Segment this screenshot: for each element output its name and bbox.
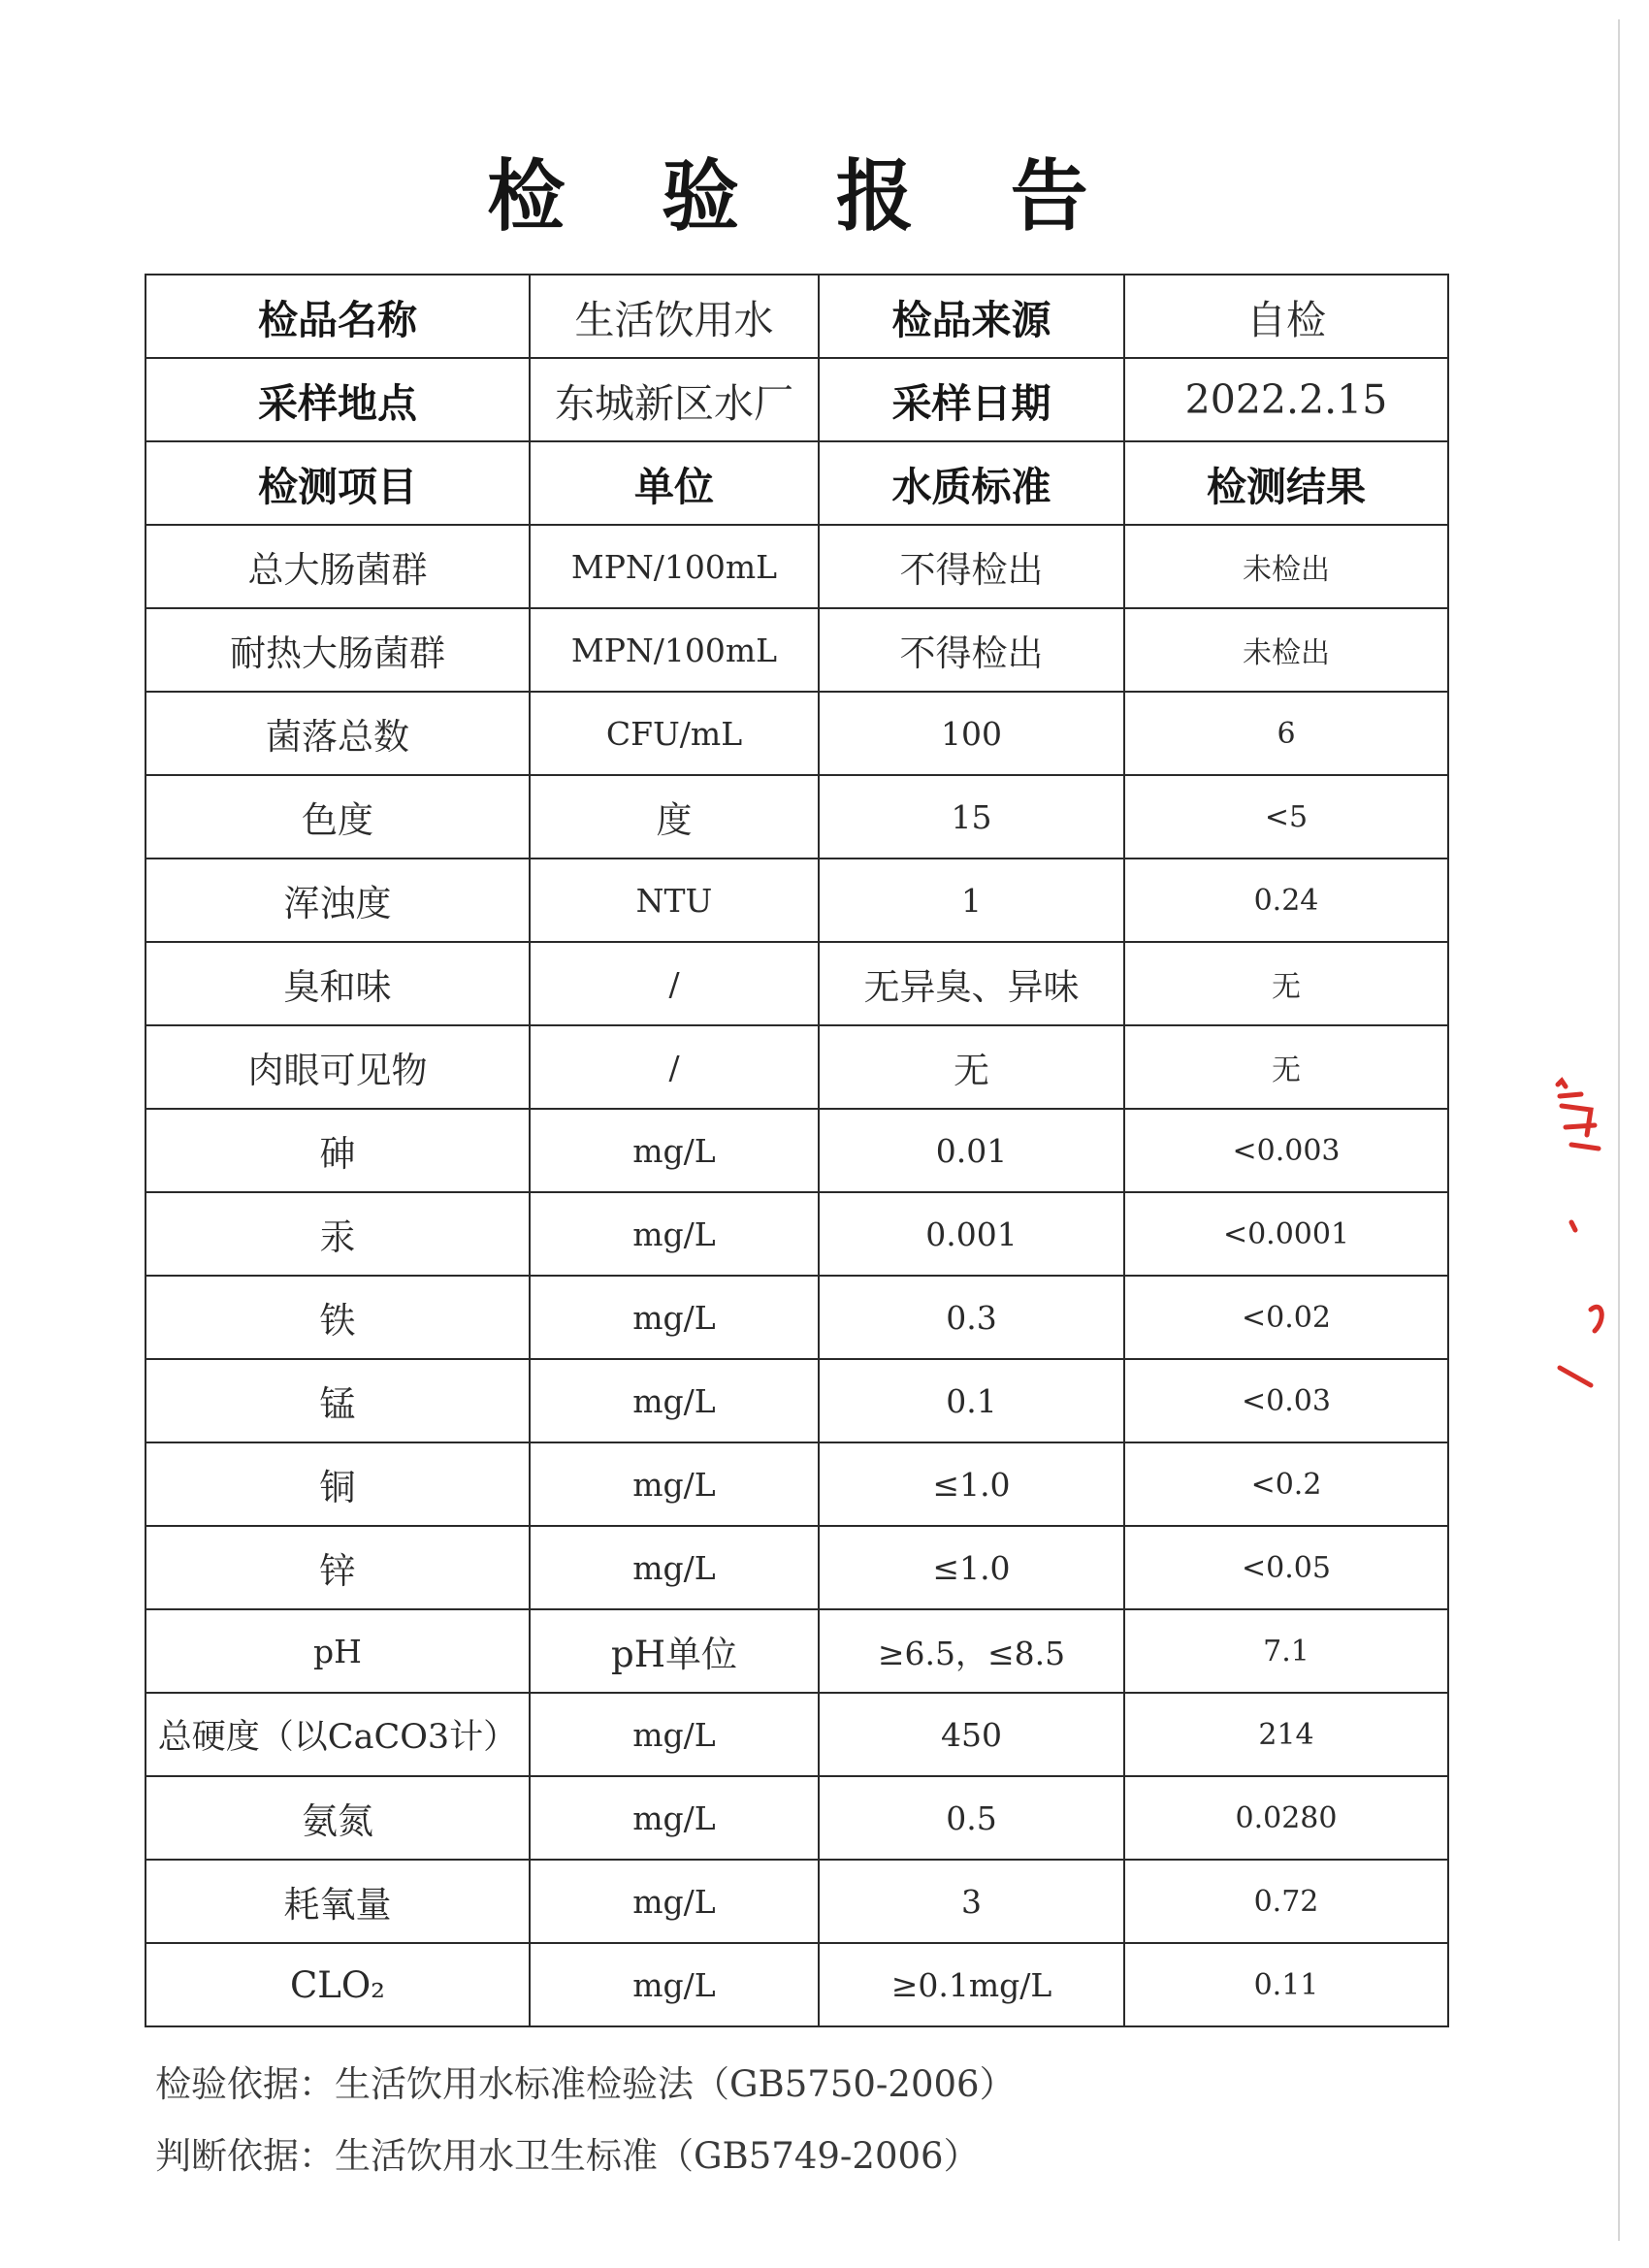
- sample-source-label: 检品来源: [819, 275, 1124, 358]
- test-item-cell: 耐热大肠菌群: [146, 608, 530, 692]
- standard-value-cell: ≥6.5，≤8.5: [819, 1609, 1124, 1693]
- standard-value-cell: 0.5: [819, 1776, 1124, 1860]
- standard-value-cell: 100: [819, 692, 1124, 775]
- column-header-unit: 单位: [530, 441, 819, 525]
- test-item-cell: 铜: [146, 1442, 530, 1526]
- unit-cell: /: [530, 1025, 819, 1109]
- unit-cell: pH单位: [530, 1609, 819, 1693]
- test-item-cell: 色度: [146, 775, 530, 859]
- standard-value-cell: ≤1.0: [819, 1526, 1124, 1609]
- test-item-cell: 砷: [146, 1109, 530, 1192]
- unit-cell: mg/L: [530, 1860, 819, 1943]
- column-header-standard: 水质标准: [819, 441, 1124, 525]
- test-item-cell: 臭和味: [146, 942, 530, 1025]
- test-result-cell: 未检出: [1124, 608, 1448, 692]
- standard-value-cell: 0.01: [819, 1109, 1124, 1192]
- test-result-cell: <0.03: [1124, 1359, 1448, 1442]
- column-header-item: 检测项目: [146, 441, 530, 525]
- sampling-row: [146, 358, 1448, 441]
- unit-cell: mg/L: [530, 1109, 819, 1192]
- test-result-cell: 0.24: [1124, 859, 1448, 942]
- unit-cell: 度: [530, 775, 819, 859]
- sample-name-row: [146, 275, 1448, 358]
- test-result-cell: <0.02: [1124, 1276, 1448, 1359]
- standard-value-cell: 1: [819, 859, 1124, 942]
- standard-value-cell: 不得检出: [819, 525, 1124, 608]
- result-row: [146, 1609, 1448, 1693]
- report-title: 检 验 报 告: [487, 150, 1123, 242]
- test-item-cell: 铁: [146, 1276, 530, 1359]
- inspection-basis: 检验依据：生活饮用水标准检验法（GB5750-2006）: [155, 2063, 1016, 2105]
- test-item-cell: 锌: [146, 1526, 530, 1609]
- test-item-cell: 总大肠菌群: [146, 525, 530, 608]
- standard-value-cell: 15: [819, 775, 1124, 859]
- result-row: [146, 692, 1448, 775]
- result-row: [146, 1025, 1448, 1109]
- result-row: [146, 525, 1448, 608]
- test-result-cell: <0.0001: [1124, 1192, 1448, 1276]
- result-row: [146, 1943, 1448, 2026]
- standard-value-cell: ≥0.1mg/L: [819, 1943, 1124, 2026]
- test-item-cell: 肉眼可见物: [146, 1025, 530, 1109]
- test-item-cell: 浑浊度: [146, 859, 530, 942]
- standard-value-cell: 无: [819, 1025, 1124, 1109]
- test-item-cell: 耗氧量: [146, 1860, 530, 1943]
- standard-value-cell: ≤1.0: [819, 1442, 1124, 1526]
- sample-name-label: 检品名称: [146, 275, 530, 358]
- result-row: [146, 1526, 1448, 1609]
- standard-value-cell: 0.001: [819, 1192, 1124, 1276]
- result-row: [146, 1776, 1448, 1860]
- judgement-basis: 判断依据：生活饮用水卫生标准（GB5749-2006）: [155, 2135, 980, 2177]
- test-item-cell: 锰: [146, 1359, 530, 1442]
- unit-cell: /: [530, 942, 819, 1025]
- result-row: [146, 1359, 1448, 1442]
- result-row: [146, 1276, 1448, 1359]
- test-item-cell: 菌落总数: [146, 692, 530, 775]
- column-header-row: [146, 441, 1448, 525]
- sampling-date-value: 2022.2.15: [1124, 358, 1448, 441]
- standard-value-cell: 0.3: [819, 1276, 1124, 1359]
- report-table-body: [146, 275, 1448, 2026]
- scan-edge-line: [1618, 19, 1620, 2241]
- test-result-cell: 无: [1124, 942, 1448, 1025]
- result-row: [146, 1693, 1448, 1776]
- unit-cell: mg/L: [530, 1526, 819, 1609]
- unit-cell: mg/L: [530, 1276, 819, 1359]
- test-result-cell: 0.11: [1124, 1943, 1448, 2026]
- test-result-cell: 6: [1124, 692, 1448, 775]
- test-item-cell: CLO₂: [146, 1943, 530, 2026]
- test-item-cell: 汞: [146, 1192, 530, 1276]
- unit-cell: mg/L: [530, 1943, 819, 2026]
- column-header-result: 检测结果: [1124, 441, 1448, 525]
- result-row: [146, 859, 1448, 942]
- test-result-cell: <0.003: [1124, 1109, 1448, 1192]
- unit-cell: mg/L: [530, 1776, 819, 1860]
- result-row: [146, 942, 1448, 1025]
- unit-cell: mg/L: [530, 1442, 819, 1526]
- test-item-cell: 总硬度（以CaCO3计）: [146, 1693, 530, 1776]
- standard-value-cell: 450: [819, 1693, 1124, 1776]
- test-result-cell: 214: [1124, 1693, 1448, 1776]
- result-row: [146, 1109, 1448, 1192]
- standard-value-cell: 0.1: [819, 1359, 1124, 1442]
- sampling-date-label: 采样日期: [819, 358, 1124, 441]
- result-row: [146, 1192, 1448, 1276]
- report-table: [145, 274, 1449, 2027]
- seal-stamp-fragment: [1552, 1077, 1610, 1397]
- test-result-cell: 0.0280: [1124, 1776, 1448, 1860]
- test-result-cell: 未检出: [1124, 525, 1448, 608]
- standard-value-cell: 无异臭、异味: [819, 942, 1124, 1025]
- test-result-cell: 7.1: [1124, 1609, 1448, 1693]
- test-result-cell: <0.05: [1124, 1526, 1448, 1609]
- sample-source-value: 自检: [1124, 275, 1448, 358]
- result-row: [146, 1860, 1448, 1943]
- sampling-location-label: 采样地点: [146, 358, 530, 441]
- test-result-cell: 无: [1124, 1025, 1448, 1109]
- unit-cell: mg/L: [530, 1192, 819, 1276]
- test-item-cell: pH: [146, 1609, 530, 1693]
- unit-cell: MPN/100mL: [530, 525, 819, 608]
- test-item-cell: 氨氮: [146, 1776, 530, 1860]
- test-result-cell: <5: [1124, 775, 1448, 859]
- test-result-cell: 0.72: [1124, 1860, 1448, 1943]
- result-row: [146, 1442, 1448, 1526]
- unit-cell: mg/L: [530, 1693, 819, 1776]
- standard-value-cell: 不得检出: [819, 608, 1124, 692]
- sample-name-value: 生活饮用水: [530, 275, 819, 358]
- standard-value-cell: 3: [819, 1860, 1124, 1943]
- unit-cell: MPN/100mL: [530, 608, 819, 692]
- result-row: [146, 775, 1448, 859]
- test-result-cell: <0.2: [1124, 1442, 1448, 1526]
- unit-cell: CFU/mL: [530, 692, 819, 775]
- result-row: [146, 608, 1448, 692]
- unit-cell: mg/L: [530, 1359, 819, 1442]
- unit-cell: NTU: [530, 859, 819, 942]
- sampling-location-value: 东城新区水厂: [530, 358, 819, 441]
